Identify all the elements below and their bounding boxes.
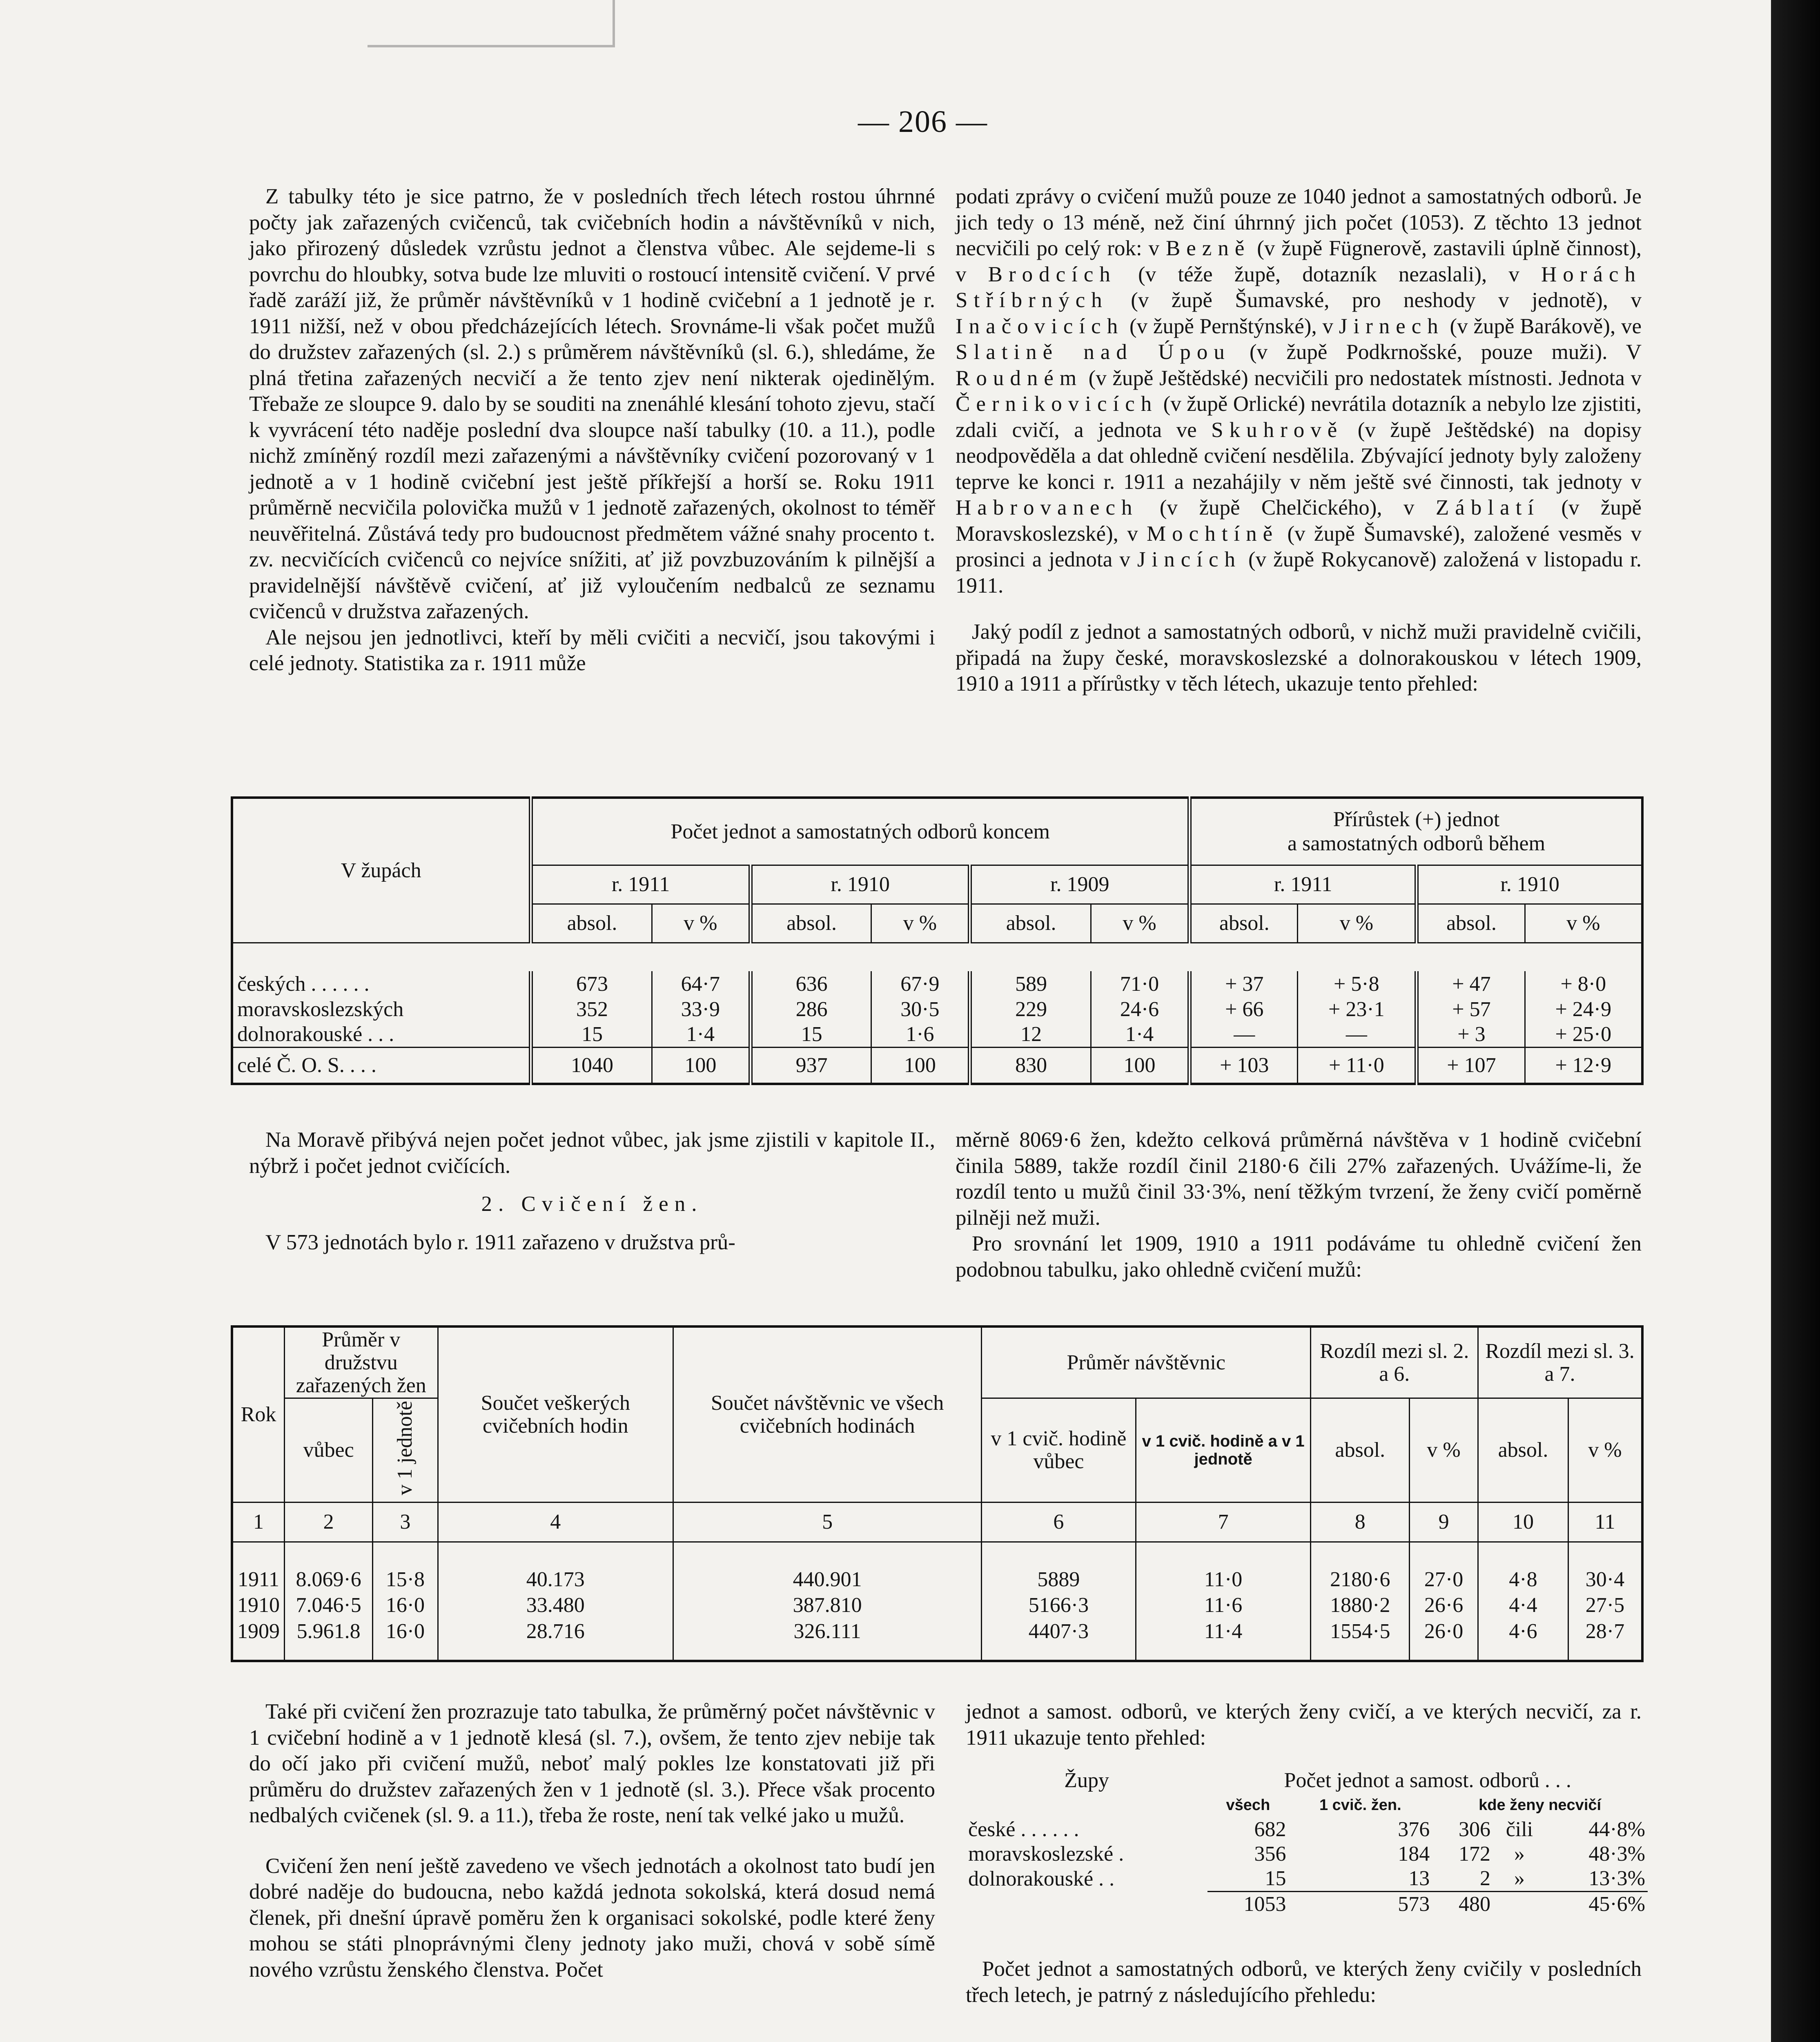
paragraph: Také při cvičení žen prozrazuje tato tabulka, že průměrný počet návštěvnic v 1 cvičební hodině a v 1 jednotě klesá (sl. 7.), ovšem, že tento zjev nebije tak do očí jako při cvičení mužů, neboť malý pokles lze konstatovati již při průměru do družstev zařazených žen v 1 jednotě (sl. 3.). Přece však procento nedbalých cvičenek (sl. 9. a 11.), třeba že roste, není tak velké jako u mužů. <box>249 1700 935 1827</box>
header-kde-necvici: kde ženy necvičí <box>1479 1797 1602 1814</box>
header-absol: absol. <box>531 904 652 943</box>
header-v1jednote: v 1 jednotě <box>373 1398 438 1503</box>
table-row: českých . . . . . . 673 64·7 636 67·9 589 71·0 + 37 + 5·8 + 47 + 8·0 <box>232 971 1642 996</box>
paragraph: Počet jednot a samostatných odborů, ve kterých ženy cvičily v posledních třech letech, je patrný z následujícího přehledu: <box>966 1957 1642 2007</box>
header-year: r. 1910 <box>751 865 970 904</box>
table-cviceni-zen <box>231 1325 1644 1662</box>
left-column-bottom <box>249 1699 935 1983</box>
header-soucet-hodin: Součet veškerých cvičebních hodin <box>438 1326 673 1503</box>
paragraph: jednot a samost. odborů, ve kterých ženy cvičí, a ve kterých necvičí, za r. 1911 ukazuje tento přehled: <box>966 1700 1642 1750</box>
scan-artifact <box>368 0 615 47</box>
table-row: moravskoslezských 352 33·9 286 30·5 229 24·6 + 66 + 23·1 + 57 + 24·9 <box>232 996 1642 1022</box>
section-heading: 2. Cvičení žen. <box>481 1192 703 1216</box>
header-rozdil-2-6: Rozdíl mezi sl. 2. a 6. <box>1311 1326 1478 1398</box>
right-column-top <box>956 184 1642 697</box>
right-column-mid <box>956 1127 1642 1283</box>
scan-edge-right <box>1771 0 1820 2042</box>
header-pct: v % <box>1091 904 1190 943</box>
header-absol: absol. <box>1417 904 1525 943</box>
header-zupy: Župy <box>1064 1769 1109 1792</box>
header-absol: absol. <box>970 904 1091 943</box>
header-vsech: všech <box>1226 1797 1270 1814</box>
header-year: r. 1911 <box>1190 865 1417 904</box>
header-rozdil-3-7: Rozdíl mezi sl. 3. a 7. <box>1478 1326 1642 1398</box>
header-pct: v % <box>1525 904 1642 943</box>
header-year: r. 1911 <box>531 865 751 904</box>
header-absol: absol. <box>1311 1398 1410 1503</box>
header-absol: absol. <box>1478 1398 1568 1503</box>
header-pocet: Počet jednot a samost. odborů . . . <box>1284 1769 1571 1792</box>
table-row: moravskoslezské . 356 184 172 » 48·3% <box>968 1842 1645 1866</box>
table-row-total: celé Č. O. S. . . . 1040 100 937 100 830 100 + 103 + 11·0 + 107 + 12·9 <box>232 1047 1642 1084</box>
paragraph: Jaký podíl z jednot a samostatných odborů, v nichž muži pravidelně cvičili, připadá na župy české, moravskoslezské a dolnorakouskou v létech 1909, 1910 a 1911 a přírůstky v těch létech, ukazuje tento přehled: <box>956 620 1642 696</box>
paragraph: Z tabulky této je sice patrno, že v posledních třech létech rostou úhrnné počty jak zařazených cvičenců, tak cvičebních hodin a návštěvníků v nich, jako přirozený důsledek vzrůstu jednot a členstva vůbec. Ale sejdeme-li s povrchu do hloubky, sotva bude lze mluviti o rostoucí intensitě cvičení. V prvé řadě zaráží již, že průměr návštěvníků v 1 hodině cvičební a 1 jednotě je r. 1911 nižší, než v obou předcházejících létech. Srovnáme-li však počet mužů do družstev zařazených (sl. 2.) s průměrem návštěvníků (sl. 6.), shledáme, že plná třetina zařazených necvičí a že tento zjev není nikterak ojedinělým. Třebaže ze sloupce 9. dalo by se souditi na znenáhlé klesání tohoto zjevu, stačí k vyvrácení této naděje poslední dva sloupce naší tabulky (10. a 11.), podle nichž zmíněný rozdíl mezi zařazenými a návštěvníky cvičení pozorovaný v 1 jednotě a v 1 hodině cvičební jest ještě příkřejší a horší se. Roku 1911 průměrně necvičila polovička mužů v 1 jednotě zařazených, okolnost to téměř neuvěřitelná. Zůstává tedy pro budoucnost předmětem vážné snahy procento t. zv. necvičících cvičenců co nejvíce snížiti, ať již povzbuzováním k pilnější a pravidelnější návštěvě cvičení, ať již vyloučením nedbalců ze seznamu cvičenců v družstva zařazených. <box>249 185 935 623</box>
header-pocet: Počet jednot a samostatných odborů koncem <box>531 798 1190 865</box>
header-year: r. 1910 <box>1417 865 1642 904</box>
header-v1cvic: v 1 cvič. hodině vůbec <box>982 1398 1136 1503</box>
header-pct: v % <box>871 904 970 943</box>
table-row-total: 1053 573 480 45·6% <box>966 1892 1648 1917</box>
right-column-bottom <box>966 1699 1642 1751</box>
table-row: české . . . . . . 682 376 306 čili 44·8% <box>968 1818 1645 1841</box>
paragraph: V 573 jednotách bylo r. 1911 zařazeno v družstva prů- <box>265 1230 735 1254</box>
header-absol: absol. <box>1190 904 1298 943</box>
table-row: dolnorakouské . . 15 13 2 » 13·3% <box>968 1867 1645 1890</box>
table-row: 1910 7.046·5 16·0 33.480 387.810 5166·3 11·6 1880·2 26·6 4·4 27·5 <box>232 1593 1642 1618</box>
header-pct: v % <box>1298 904 1417 943</box>
header-year: r. 1909 <box>970 865 1190 904</box>
paragraph: měrně 8069·6 žen, kdežto celková průměrná návštěva v 1 hodině cvičební činila 5889, takže rozdíl činil 2180·6 čili 27% zařazených. Uvážíme-li, že rozdíl tento u mužů činil 33·3%, není těžkým tvrzení, že ženy cvičí poměrně pilněji než muži. <box>956 1128 1642 1230</box>
page-number: — 206 — <box>858 105 988 139</box>
column-numbers: 1 2 3 4 5 6 7 8 9 10 11 <box>232 1503 1642 1542</box>
header-pct: v % <box>1568 1398 1642 1503</box>
header-rok: Rok <box>232 1326 285 1503</box>
header-v1cvic-jed: v 1 cvič. hodině a v 1 jednotě <box>1136 1398 1311 1503</box>
paragraph: podati zprávy o cvičení mužů pouze ze 1040 jednot a samostatných odborů. Je jich tedy o 13 méně, než činí úhrnný jich počet (1053). Z těchto 13 jednot necvičili po celý rok: v Bezně (v župě Fügnerově, zastavili úplně činnost), v Brodcích (v téže župě, dotazník nezaslali), v Horách Stříbrných (v župě Šumavské, pro neshody v jednotě), v Inačovicích (v župě Pernštýnské), v Jirnech (v župě Barákově), ve Slatině nad Úpou (v župě Podkrnošské, pouze muži). V Roudném (v župě Ještědské) necvičili pro nedostatek místnosti. Jednota v Černikovicích (v župě Orlické) nevrátila dotazník a nebylo lze zjistiti, zdali cvičí, a jednota ve Skuhrově (v župě Ještědské) na dopisy neodpověděla a dat ohledně cvičení nesdělila. Zbývající jednoty byly založeny teprve ke konci r. 1911 a nezahájily v něm ještě své činnosti, tak jednoty v Habrovanech (v župě Chelčického), v Záblatí (v župě Moravskoslezské), v Mochtíně (v župě Šumavské), založené vesměs v prosinci a jednota v Jincích (v župě Rokycanově) založená v listopadu r. 1911. <box>956 185 1642 597</box>
header-prumer: Průměr v družstvu zařazených žen <box>285 1326 438 1398</box>
header-pct: v % <box>1410 1398 1478 1503</box>
paragraph: Cvičení žen není ještě zavedeno ve všech jednotách a okolnost tato budí jen dobré naděje do budoucna, nebo každá jednota sokolská, která dosud nemá členek, při dnešní úpravě poměru žen k organisaci sokolské, podle které ženy mohou se státi plnoprávnými členy jednoty jako muži, chová v sobě símě nového vzrůstu ženského členstva. Počet <box>249 1854 935 1982</box>
table-row: 1911 8.069·6 15·8 40.173 440.901 5889 11·0 2180·6 27·0 4·8 30·4 <box>232 1567 1642 1593</box>
table-row: 1909 5.961.8 16·0 28.716 326.111 4407·3 11·4 1554·5 26·0 4·6 28·7 <box>232 1618 1642 1644</box>
header-soucet-navstev: Součet návštěvnic ve všech cvičebních hodinách <box>673 1326 982 1503</box>
header-prirustek: Přírůstek (+) jednot a samostatných odborů během <box>1190 798 1642 865</box>
paragraph: Ale nejsou jen jednotlivci, kteří by měli cvičiti a necvičí, jsou takovými i celé jednoty. Statistika za r. 1911 může <box>249 625 935 675</box>
header-cvic: 1 cvič. žen. <box>1319 1797 1401 1814</box>
paragraph: Na Moravě přibývá nejen počet jednot vůbec, jak jsme zjistili v kapitole II., nýbrž i počet jednot cvičících. <box>249 1128 935 1178</box>
left-column-mid <box>249 1127 935 1255</box>
header-pct: v % <box>652 904 751 943</box>
table-zupy-zeny <box>966 1768 1648 1917</box>
table-jednoty <box>231 796 1644 1085</box>
paragraph: Pro srovnání let 1909, 1910 a 1911 podáváme tu ohledně cvičení žen podobnou tabulku, jako ohledně cvičení mužů: <box>956 1232 1642 1282</box>
right-column-last <box>966 1956 1642 2008</box>
header-zupa: V župách <box>232 798 531 943</box>
header-vubec: vůbec <box>285 1398 373 1503</box>
table-row: dolnorakouské . . . 15 1·4 15 1·6 12 1·4 — — + 3 + 25·0 <box>232 1022 1642 1047</box>
left-column-top <box>249 184 935 677</box>
header-prumer-navstevnic: Průměr návštěvnic <box>982 1326 1311 1398</box>
header-absol: absol. <box>751 904 871 943</box>
